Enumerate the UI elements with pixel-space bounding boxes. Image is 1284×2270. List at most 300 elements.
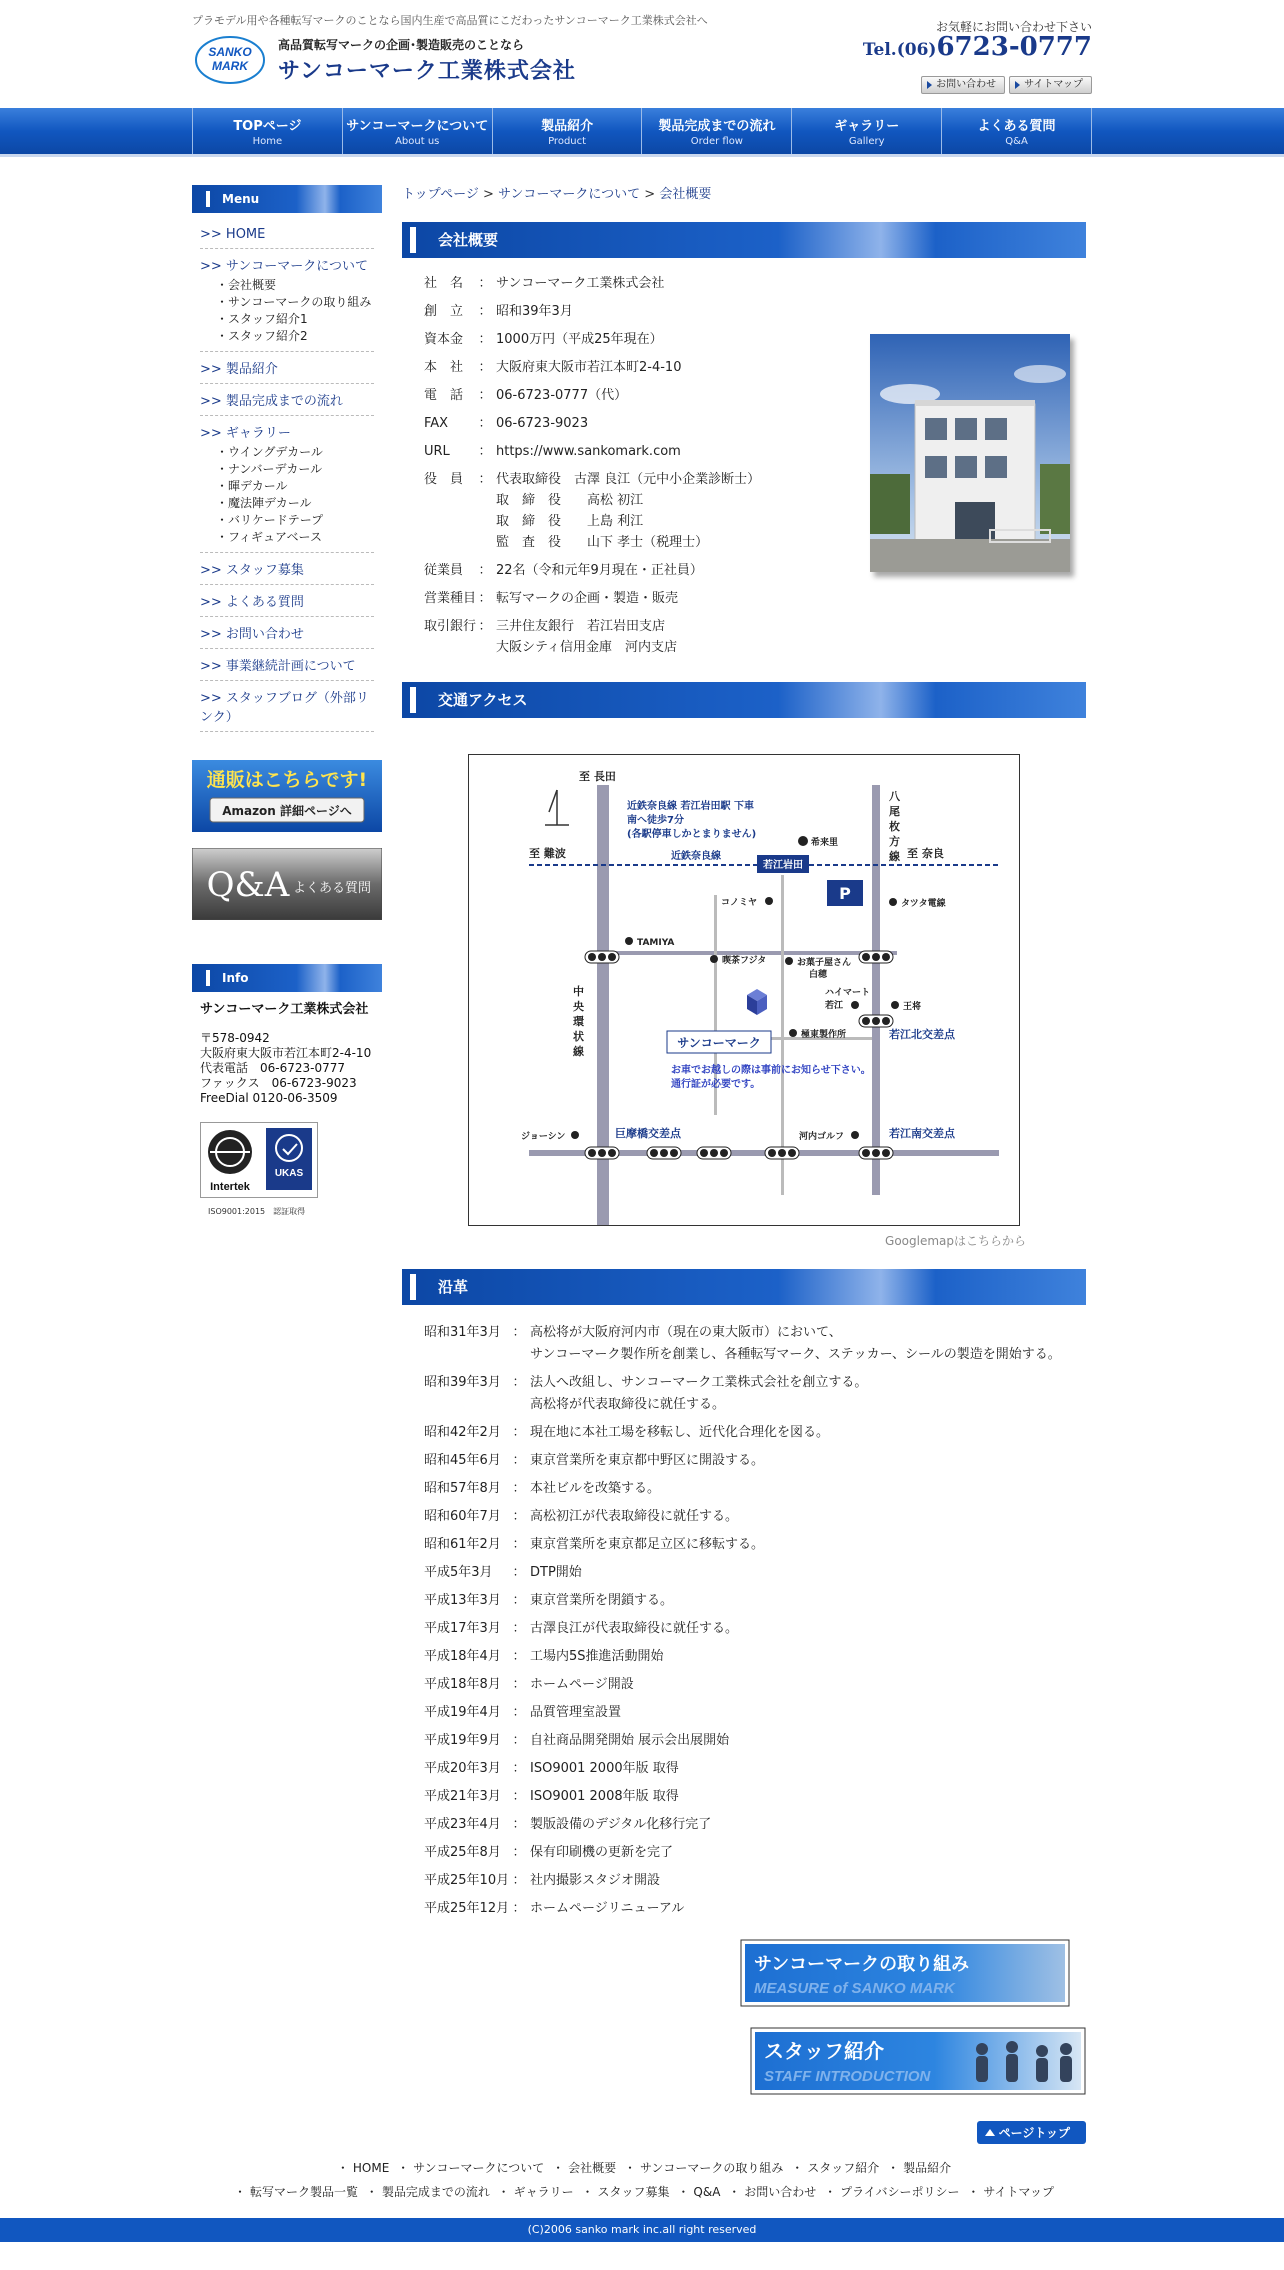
logo-text-sanko: SANKO xyxy=(208,45,252,59)
profile-value xyxy=(496,444,681,460)
sanko-mark-logo[interactable] xyxy=(194,34,266,86)
sidebar-subitem[interactable]: ・会社概要 xyxy=(216,278,277,292)
map-gokuto: 極東製作所 xyxy=(801,1030,847,1040)
history-date: 平成23年4月 xyxy=(424,1817,501,1832)
map-station-note-1: 近鉄奈良線 若江岩田駅 下車 xyxy=(627,801,754,812)
nav-label: 製品完成までの流れ xyxy=(658,119,776,134)
history-date: 平成13年3月 xyxy=(424,1593,501,1608)
history-row xyxy=(424,1559,1086,1587)
certification-marks xyxy=(200,1122,318,1198)
measure-banner[interactable] xyxy=(740,1939,1070,2007)
sidebar-item-recruit xyxy=(200,553,374,585)
history-colon: ： xyxy=(512,1677,526,1692)
profile-value-line: 転写マークの企画・製造・販売 xyxy=(496,591,679,606)
history-colon: ： xyxy=(512,1593,526,1608)
footer-links xyxy=(192,2156,1092,2204)
traffic-signal-icon xyxy=(585,1147,619,1159)
history-row xyxy=(424,1587,1086,1615)
profile-value-line: 取 締 役 上島 利江 xyxy=(496,514,644,529)
profile-value xyxy=(496,360,681,376)
footer-separator: ・ xyxy=(233,2185,246,2199)
profile-colon: ： xyxy=(478,304,492,319)
history-date: 平成20年3月 xyxy=(424,1761,501,1776)
profile-label: 従業員 xyxy=(424,563,464,578)
map-himart-2: 若江 xyxy=(825,1001,844,1011)
company-building-photo xyxy=(870,334,1070,572)
sidebar-link[interactable]: >> スタッフブログ（外部リンク） xyxy=(200,691,369,725)
profile-label: URL xyxy=(424,444,450,459)
nav-about[interactable] xyxy=(342,108,492,154)
footer-links-row-1 xyxy=(192,2156,1092,2180)
history-colon: ： xyxy=(512,1453,526,1468)
profile-colon: ： xyxy=(478,388,492,403)
history-colon: ： xyxy=(512,1901,526,1916)
info-zip: 〒578-0942 xyxy=(200,1031,270,1045)
sidebar-link[interactable]: >> 製品完成までの流れ xyxy=(200,394,343,409)
nav-sublabel: About us xyxy=(395,136,440,147)
global-nav-bar xyxy=(0,108,1284,157)
footer-separator: ・ xyxy=(824,2185,837,2199)
pagetop-row xyxy=(402,2121,1086,2144)
profile-label: FAX xyxy=(424,416,449,431)
history-event-line: 高松初江が代表取締役に就任する。 xyxy=(530,1509,739,1524)
history-date: 昭和61年2月 xyxy=(424,1537,501,1552)
history-date: 平成5年3月 xyxy=(424,1565,493,1580)
footer-separator: ・ xyxy=(365,2185,378,2199)
qa-banner[interactable] xyxy=(192,848,382,920)
history-event xyxy=(530,1565,582,1581)
profile-colon: ： xyxy=(478,563,492,578)
info-company: サンコーマーク工業株式会社 xyxy=(200,1002,369,1017)
map-kyomabashi: 巨摩橋交差点 xyxy=(615,1127,681,1140)
history-event-line: ISO9001 2000年版 取得 xyxy=(530,1761,679,1776)
history-event-line: 保有印刷機の更新を完了 xyxy=(530,1845,674,1860)
footer-link[interactable]: お問い合わせ xyxy=(744,2185,817,2199)
profile-colon: ： xyxy=(478,591,492,606)
staff-banner[interactable] xyxy=(750,2027,1086,2095)
history-event-line: 製版設備のデジタル化移行完了 xyxy=(530,1817,712,1832)
footer-separator: ・ xyxy=(623,2161,636,2175)
sidebar-item-home xyxy=(200,221,374,249)
sidebar-link[interactable]: >> 製品紹介 xyxy=(200,362,278,377)
sidebar-item-about xyxy=(200,249,374,352)
history-colon: ： xyxy=(512,1621,526,1636)
profile-value-line: 06-6723-9023 xyxy=(496,416,589,431)
iso-caption: ISO9001:2015 認証取得 xyxy=(208,1207,306,1216)
footer-link[interactable]: スタッフ紹介 xyxy=(807,2161,880,2175)
sidebar-link[interactable]: >> お問い合わせ xyxy=(200,627,304,642)
history-date: 平成18年8月 xyxy=(424,1677,501,1692)
sidebar-submenu xyxy=(200,441,374,546)
breadcrumb xyxy=(402,183,1086,202)
map-notice-1: お車でお越しの際は事前にお知らせ下さい。 xyxy=(671,1065,871,1076)
breadcrumb-current[interactable]: 会社概要 xyxy=(659,187,712,202)
profile-colon: ： xyxy=(478,332,492,347)
history-event xyxy=(530,1789,679,1805)
history-row xyxy=(424,1643,1086,1671)
googlemap-link[interactable]: Googlemapはこちらから xyxy=(885,1234,1026,1248)
company-profile xyxy=(402,258,1086,662)
profile-value xyxy=(496,416,588,432)
profile-colon: ： xyxy=(478,360,492,375)
traffic-signal-icon xyxy=(859,1015,893,1027)
profile-value-line: 22名（令和元年9月現在・正社員） xyxy=(496,563,703,578)
profile-colon: ： xyxy=(478,416,492,431)
history-colon: ： xyxy=(512,1817,526,1832)
footer-separator: ・ xyxy=(497,2185,510,2199)
sidebar xyxy=(192,185,382,2144)
history-date: 昭和57年8月 xyxy=(424,1481,501,1496)
history-row xyxy=(424,1839,1086,1867)
contact-button[interactable]: お問い合わせ xyxy=(921,76,1005,94)
footer-link[interactable]: 製品完成までの流れ xyxy=(381,2185,490,2199)
map-yao-5: 線 xyxy=(889,850,900,863)
history-date: 昭和39年3月 xyxy=(424,1375,501,1390)
footer-link[interactable]: 製品紹介 xyxy=(903,2161,952,2175)
sidebar-item-order-flow xyxy=(200,384,374,416)
nav-sublabel: Home xyxy=(252,136,283,147)
nav-sublabel: Gallery xyxy=(848,136,885,147)
profile-value xyxy=(496,472,760,551)
profile-value-line: 監 査 役 山下 孝士（税理士） xyxy=(496,535,709,550)
history-date: 昭和31年3月 xyxy=(424,1325,501,1340)
map-konomiya: コノミヤ xyxy=(721,898,758,908)
footer-link[interactable]: サンコーマークについて xyxy=(413,2161,545,2175)
road-yao-hirakata xyxy=(872,785,880,1195)
map-station-note-2: 南へ徒歩7分 xyxy=(627,815,684,826)
sidebar-link[interactable]: >> スタッフ募集 xyxy=(200,563,304,578)
profile-label: 資本金 xyxy=(424,332,464,347)
history-row xyxy=(424,1699,1086,1727)
header-buttons xyxy=(921,76,1092,94)
breadcrumb-top[interactable]: トップページ xyxy=(402,187,479,202)
map-yao-2: 尾 xyxy=(889,805,900,818)
sidebar-item-gallery xyxy=(200,416,374,553)
history-row xyxy=(424,1447,1086,1475)
global-nav xyxy=(192,108,1092,154)
profile-value xyxy=(496,619,677,656)
map-station-note-3: (各駅停車しかとまりません) xyxy=(627,829,757,840)
history-date: 平成25年8月 xyxy=(424,1845,501,1860)
profile-row xyxy=(424,298,1086,326)
nav-top[interactable] xyxy=(192,108,342,154)
map-wakae-north: 若江北交差点 xyxy=(889,1028,955,1041)
footer-links-row-2 xyxy=(192,2180,1092,2204)
history-row xyxy=(424,1755,1086,1783)
site-header xyxy=(192,0,1092,108)
footer-link[interactable]: HOME xyxy=(352,2161,390,2175)
info-fax: ファックス 06-6723-9023 xyxy=(200,1076,357,1090)
menu-heading: Menu xyxy=(192,185,382,213)
history-row xyxy=(424,1475,1086,1503)
ukas-crown-icon xyxy=(266,1128,312,1190)
nav-product[interactable] xyxy=(492,108,642,154)
nav-label: 製品紹介 xyxy=(541,119,594,134)
breadcrumb-about[interactable]: サンコーマークについて xyxy=(498,187,641,202)
history-colon: ： xyxy=(512,1845,526,1860)
profile-value-line: https://www.sankomark.com xyxy=(496,444,681,459)
history-date: 平成19年4月 xyxy=(424,1705,501,1720)
profile-row xyxy=(424,613,1086,662)
nav-label: サンコーマークについて xyxy=(346,119,489,134)
profile-colon: ： xyxy=(478,619,492,634)
map-ouyoku: 王将 xyxy=(903,1002,922,1012)
map-tatsuta: タツタ電線 xyxy=(901,899,946,909)
profile-value-line: サンコーマーク工業株式会社 xyxy=(496,276,665,291)
profile-value-line: 取 締 役 高松 初江 xyxy=(496,493,644,508)
intertek-label: Intertek xyxy=(210,1181,250,1193)
history-row xyxy=(424,1783,1086,1811)
history-row xyxy=(424,1727,1086,1755)
map-chuo-5: 線 xyxy=(573,1045,584,1058)
map-kimura: 希来里 xyxy=(811,838,839,848)
ukas-label: UKAS xyxy=(274,1168,304,1179)
history-row xyxy=(424,1419,1086,1447)
sidebar-subitem[interactable]: ・サンコーマークの取り組み xyxy=(216,295,372,309)
sidebar-item-contact xyxy=(200,617,374,649)
history-row xyxy=(424,1369,1086,1419)
profile-colon: ： xyxy=(478,472,492,487)
profile-row xyxy=(424,270,1086,298)
nav-order-flow[interactable] xyxy=(641,108,791,154)
traffic-signal-icon xyxy=(859,1147,893,1159)
profile-colon: ： xyxy=(478,276,492,291)
history-colon: ： xyxy=(512,1425,526,1440)
profile-value-line: 大阪府東大阪市若江本町2-4-10 xyxy=(496,360,682,375)
profile-value xyxy=(496,276,664,292)
history-row xyxy=(424,1671,1086,1699)
sidebar-subitem[interactable]: ・バリケードテープ xyxy=(216,513,324,527)
sidebar-link[interactable]: >> 事業継続計画について xyxy=(200,659,356,674)
history-event xyxy=(530,1375,867,1413)
history-date: 平成19年9月 xyxy=(424,1733,501,1748)
history-event-line: 古澤良江が代表取締役に就任する。 xyxy=(530,1621,739,1636)
access-heading: 交通アクセス xyxy=(402,682,1086,718)
staff-banner-subtitle: STAFF INTRODUCTION xyxy=(764,2068,931,2085)
history-event-line: 品質管理室設置 xyxy=(530,1705,622,1720)
profile-value xyxy=(496,332,663,348)
pagetop-button[interactable]: ページトップ xyxy=(977,2121,1086,2144)
profile-label: 取引銀行 xyxy=(424,619,477,634)
sidebar-subitem[interactable]: ・スタッフ紹介2 xyxy=(216,329,308,343)
history-event-line: ホームページリニューアル xyxy=(530,1901,685,1916)
map-joshin: ジョーシン xyxy=(521,1132,566,1142)
nav-label: TOPページ xyxy=(233,119,302,134)
map-to-nagata: 至 長田 xyxy=(579,770,616,783)
measure-banner-subtitle: MEASURE of SANKO MARK xyxy=(754,1980,955,1997)
googlemap-link-row xyxy=(402,1232,1026,1249)
history-colon: ： xyxy=(512,1705,526,1720)
shop-banner-subtitle: Amazon 詳細ページへ xyxy=(222,804,352,818)
nav-label: ギャラリー xyxy=(834,119,900,134)
footer-separator: ・ xyxy=(967,2185,980,2199)
sidebar-subitem[interactable]: ・暉デカール xyxy=(216,479,288,493)
map-to-namba: 至 難波 xyxy=(529,847,566,860)
profile-value xyxy=(496,591,678,607)
footer-link[interactable]: サイトマップ xyxy=(983,2185,1055,2199)
sidebar-subitem[interactable]: ・フィギュアベース xyxy=(216,530,322,544)
sidebar-item-faq xyxy=(200,585,374,617)
nav-sublabel: Q&A xyxy=(1005,136,1028,147)
history-event-line: 工場内5S推進活動開始 xyxy=(530,1649,664,1664)
traffic-signal-icon xyxy=(647,1147,681,1159)
footer-separator: ・ xyxy=(728,2185,741,2199)
breadcrumb-separator: > xyxy=(482,187,494,202)
history-event xyxy=(530,1845,673,1861)
footer-link[interactable]: スタッフ募集 xyxy=(597,2185,670,2199)
history-event-line: 高松将が代表取締役に就任する。 xyxy=(530,1397,726,1412)
map-yao-1: 八 xyxy=(889,790,900,803)
info-box xyxy=(192,964,382,1229)
history-row xyxy=(424,1895,1086,1923)
history-event xyxy=(530,1677,634,1693)
history-event xyxy=(530,1453,764,1469)
footer-link[interactable]: Q&A xyxy=(693,2185,721,2199)
sidebar-link[interactable]: >> サンコーマークについて xyxy=(200,259,369,274)
history-event-line: DTP開始 xyxy=(530,1565,582,1580)
history-event xyxy=(530,1481,660,1497)
history-event-line: 高松将が大阪府河内市（現在の東大阪市）において、 xyxy=(530,1325,842,1340)
map-chuo-2: 央 xyxy=(573,1000,584,1013)
history-event-line: 社内撮影スタジオ開設 xyxy=(530,1873,661,1888)
map-chuo-4: 状 xyxy=(573,1030,584,1043)
history-colon: ： xyxy=(512,1649,526,1664)
history-colon: ： xyxy=(512,1325,526,1340)
map-tamiya: TAMIYA xyxy=(637,938,675,948)
footer-link[interactable]: 転写マーク製品一覧 xyxy=(249,2185,358,2199)
history-date: 平成21年3月 xyxy=(424,1789,501,1804)
nav-qa[interactable] xyxy=(941,108,1092,154)
main-content xyxy=(402,185,1086,2144)
history-colon: ： xyxy=(512,1509,526,1524)
nav-sublabel: Order flow xyxy=(690,136,743,147)
history-row xyxy=(424,1811,1086,1839)
profile-value xyxy=(496,304,573,320)
amazon-shop-banner[interactable] xyxy=(192,760,382,832)
sidebar-item-blog xyxy=(200,681,374,732)
history-colon: ： xyxy=(512,1375,526,1390)
history-event xyxy=(530,1873,660,1889)
sidebar-subitem[interactable]: ・スタッフ紹介1 xyxy=(216,312,308,326)
sidebar-link[interactable]: >> ギャラリー xyxy=(200,426,291,441)
map-golf: 河内ゴルフ xyxy=(799,1132,845,1142)
nav-sublabel: Product xyxy=(548,136,587,147)
history-row xyxy=(424,1615,1086,1643)
sidebar-link[interactable]: >> よくある質問 xyxy=(200,595,304,610)
profile-label: 役 員 xyxy=(424,472,464,487)
info-freedial: FreeDial 0120-06-3509 xyxy=(200,1091,338,1105)
history-row xyxy=(424,1867,1086,1895)
history-event-line: ホームページ開設 xyxy=(530,1677,634,1692)
map-parking: P xyxy=(839,884,851,903)
map-okashi-1: お菓子屋さん xyxy=(797,958,852,968)
phone-number xyxy=(863,32,1092,62)
footer-separator: ・ xyxy=(677,2185,690,2199)
history-event xyxy=(530,1649,664,1665)
sidebar-link[interactable]: >> HOME xyxy=(200,227,266,242)
history-event xyxy=(530,1733,729,1749)
profile-value xyxy=(496,563,703,579)
sidebar-subitem[interactable]: ・ウイングデカール xyxy=(216,445,323,459)
traffic-signal-icon xyxy=(859,951,893,963)
history-colon: ： xyxy=(512,1761,526,1776)
company-name[interactable]: サンコーマーク工業株式会社 xyxy=(278,59,576,84)
footer-separator: ・ xyxy=(887,2161,900,2175)
footer-separator: ・ xyxy=(581,2185,594,2199)
sidebar-subitem[interactable]: ・魔法陣デカール xyxy=(216,496,312,510)
history-heading: 沿革 xyxy=(402,1269,1086,1305)
history-event-line: 東京営業所を東京都中野区に開設する。 xyxy=(530,1453,765,1468)
history-event-line: 現在地に本社工場を移転し、近代化合理化を図る。 xyxy=(530,1425,830,1440)
traffic-signal-icon xyxy=(585,951,619,963)
sidebar-subitem[interactable]: ・ナンバーデカール xyxy=(216,462,323,476)
profile-heading: 会社概要 xyxy=(402,222,1086,258)
history-event xyxy=(530,1537,764,1553)
history-event-line: ISO9001 2008年版 取得 xyxy=(530,1789,679,1804)
qa-banner-title: Q&A xyxy=(206,865,290,905)
map-yao-3: 枚 xyxy=(889,820,900,833)
sidebar-item-product xyxy=(200,352,374,384)
history-event-line: 法人へ改組し、サンコーマーク工業株式会社を創立する。 xyxy=(530,1375,868,1390)
profile-value-line: 昭和39年3月 xyxy=(496,304,573,319)
history-colon: ： xyxy=(512,1537,526,1552)
qa-banner-subtitle: よくある質問 xyxy=(292,881,372,896)
feature-banners xyxy=(402,1939,1086,2095)
road-middle xyxy=(597,951,897,955)
phone-digits: 6723-0777 xyxy=(936,32,1092,62)
profile-label: 電 話 xyxy=(424,388,464,403)
sidebar-item-bcp xyxy=(200,649,374,681)
footer-link[interactable]: サンコーマークの取り組み xyxy=(640,2161,784,2175)
phone-prefix: Tel.(06) xyxy=(862,40,937,60)
footer-link[interactable]: 会社概要 xyxy=(568,2161,617,2175)
logo-text-mark: MARK xyxy=(212,59,248,73)
history-event xyxy=(530,1621,738,1637)
history-date: 昭和45年6月 xyxy=(424,1453,501,1468)
profile-value-line: 大阪シティ信用金庫 河内支店 xyxy=(496,640,677,655)
info-heading: Info xyxy=(192,964,382,992)
traffic-signal-icon xyxy=(765,1147,799,1159)
footer-link[interactable]: ギャラリー xyxy=(513,2185,574,2199)
history-date: 昭和42年2月 xyxy=(424,1425,501,1440)
staff-banner-title: スタッフ紹介 xyxy=(764,2039,884,2063)
header-catchphrase: 高品質転写マークの企画･製造販売のことなら xyxy=(278,38,525,52)
map-yao-4: 方 xyxy=(889,835,900,848)
sidebar-submenu xyxy=(200,274,374,345)
info-address: 大阪府東大阪市若江本町2-4-10 xyxy=(200,1046,372,1060)
map-station-name: 若江岩田 xyxy=(763,860,803,871)
contact-lead: お気軽にお問い合わせ下さい xyxy=(935,20,1092,34)
map-fuji: 喫茶フジタ xyxy=(722,956,767,966)
history-row xyxy=(424,1503,1086,1531)
history-colon: ： xyxy=(512,1481,526,1496)
profile-value-line: 06-6723-0777（代） xyxy=(496,388,628,403)
profile-value-line: 代表取締役 古澤 良江（元中小企業診断士） xyxy=(496,472,761,487)
footer-link[interactable]: プライバシーポリシー xyxy=(840,2185,960,2199)
profile-label: 本 社 xyxy=(424,360,464,375)
breadcrumb-separator: > xyxy=(644,187,656,202)
history-row xyxy=(424,1531,1086,1559)
history-event xyxy=(530,1761,679,1777)
history-date: 平成18年4月 xyxy=(424,1649,501,1664)
measure-banner-title: サンコーマークの取り組み xyxy=(754,1954,970,1975)
profile-label: 創 立 xyxy=(424,304,464,319)
history-event xyxy=(530,1705,621,1721)
footer-separator: ・ xyxy=(552,2161,565,2175)
sitemap-button[interactable]: サイトマップ xyxy=(1009,76,1092,94)
nav-gallery[interactable] xyxy=(791,108,941,154)
history-event xyxy=(530,1593,673,1609)
